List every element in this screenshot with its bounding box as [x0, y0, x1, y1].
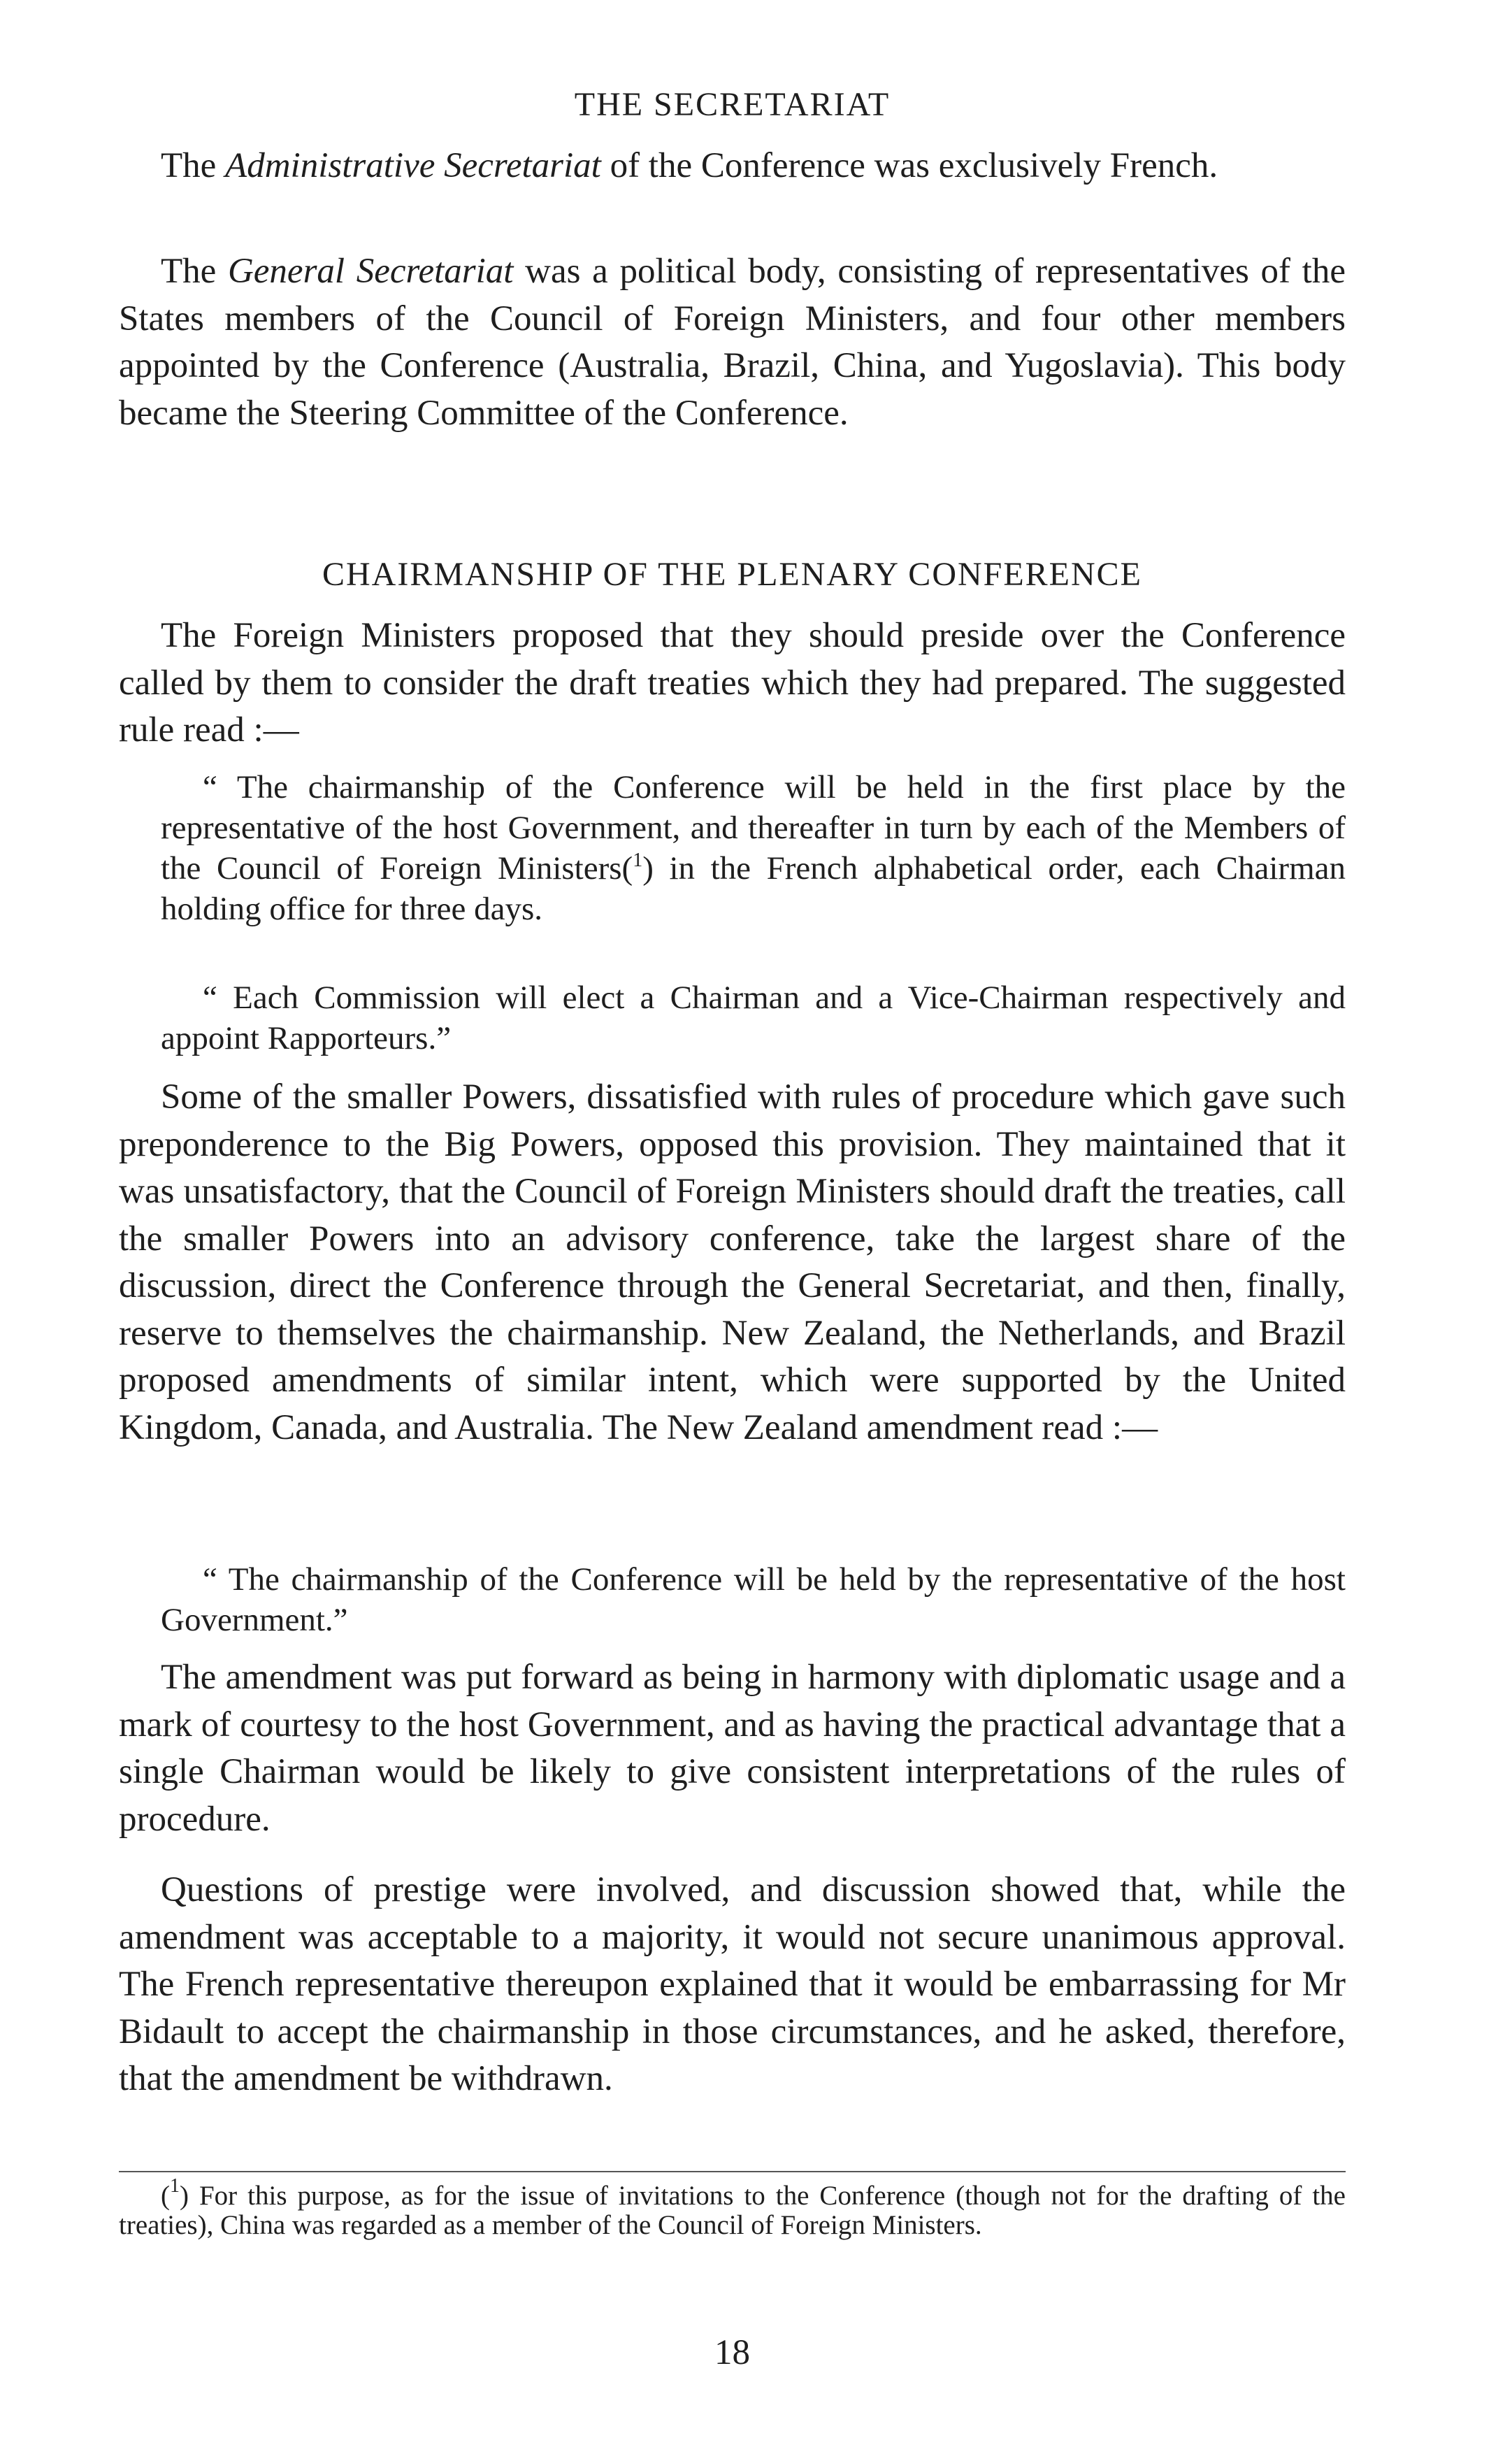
quoted-rule-commission: “ Each Commission will elect a Chairman and a Vice-Chairman respectively and appoint Rapporteurs.” [161, 980, 1346, 1056]
italic-term-administrative-secretariat: Administrative Secretariat [225, 146, 601, 185]
italic-term-general-secretariat: General Secretariat [227, 252, 514, 291]
paragraph-questions-of-prestige: Questions of prestige were involved, and discussion showed that, while the amendment was acceptable to a majority, it would not secure unanimous approval. The French representative thereupon explained that it would be embarrassing for Mr Bidault to accept the chairmanship in those circumstances, and he asked, therefore, that the amendment be withdrawn. [119, 1870, 1346, 2098]
section-heading-secretariat: THE SECRETARIAT [574, 86, 891, 123]
paragraph-foreign-ministers-proposal: The Foreign Ministers proposed that they should preside over the Conference called by them to consider the draft treaties which they had prepared. The suggested rule read :— [119, 616, 1346, 750]
footnote-divider [119, 2171, 1346, 2172]
footnote: ($^1$) For this purpose, as for the issue of invitations to the Conference (though not for the drafting of the treaties), China was regarded as a member of the Council of Foreign Ministers. [119, 2175, 1346, 2240]
paragraph-general-secretariat: The General Secretariat was a political body, consisting of representatives of the States members of the Council of Foreign Ministers, and four other members appointed by the Conference (Australia, Brazil, China, and Yugoslavia). This body became the Steering Committee of the Conference. [119, 252, 1346, 433]
paragraph-smaller-powers: Some of the smaller Powers, dissatisfied with rules of procedure which gave such preponderence to the Big Powers, opposed this provision. They maintained that it was unsatisfactory, that the Council of Foreign Ministers should draft the treaties, call the smaller Powers into an advisory conference, take the largest share of the discussion, direct the Conference through the General Secretariat, and then, finally, reserve to themselves the chairmanship. New Zealand, the Netherlands, and Brazil proposed amendments of similar intent, which were supported by the United Kingdom, Canada, and Australia. The New Zealand amendment read :— [119, 1077, 1346, 1447]
quoted-new-zealand-amendment: “ The chairmanship of the Conference will be held by the representative of the host Government.” [161, 1561, 1346, 1638]
footnote-marker: 1 [170, 2175, 180, 2197]
paragraph-amendment-harmony: The amendment was put forward as being in harmony with diplomatic usage and a mark of courtesy to the host Government, and as having the practical advantage that a single Chairman would be likely to give consistent interpretations of the rules of procedure. [119, 1658, 1346, 1839]
quoted-rule-chairmanship: “ The chairmanship of the Conference will be held in the first place by the representative of the host Government, and thereafter in turn by each of the Members of the Council of Foreign Ministers($^1$) in the French alphabetical order, each Chairman holding office for three days. [161, 769, 1346, 927]
section-heading-chairmanship: CHAIRMANSHIP OF THE PLENARY CONFERENCE [322, 556, 1142, 593]
page-number: 18 [714, 2333, 750, 2372]
document-page [119, 0, 1346, 2438]
footnote-reference: 1 [633, 849, 643, 871]
paragraph-administrative-secretariat: The Administrative Secretariat of the Conference was exclusively French. [161, 146, 1218, 185]
